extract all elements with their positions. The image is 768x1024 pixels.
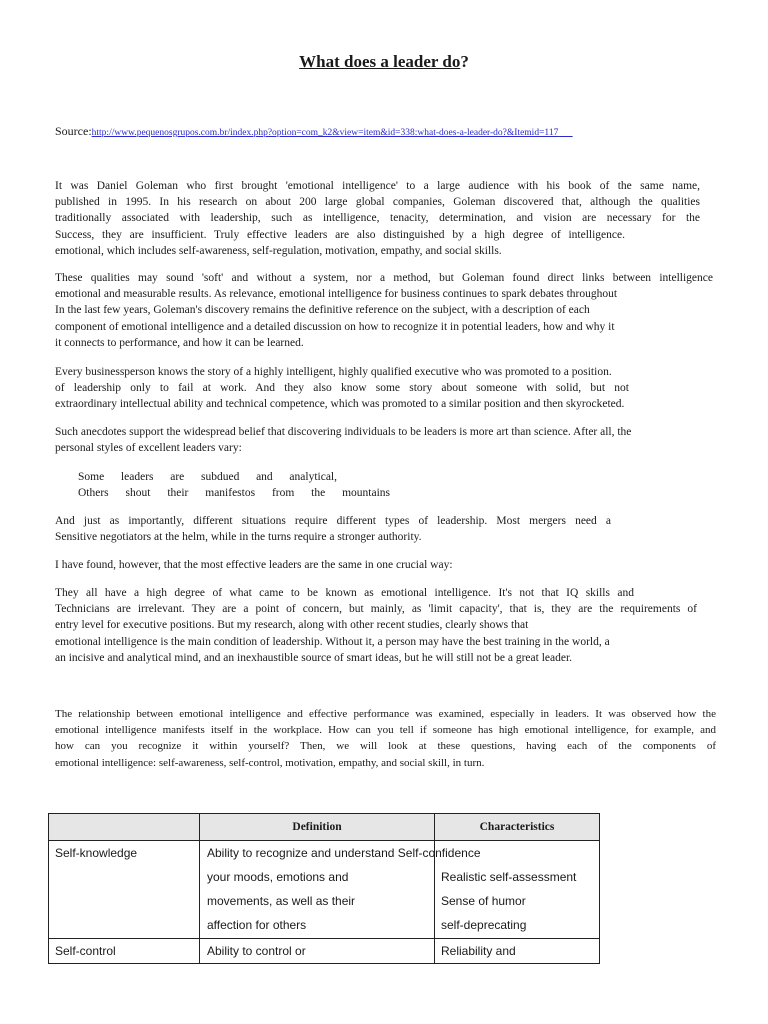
paragraph-line: The relationship between emotional intelligence and effective performance was examined, especially in leaders. It was observed how the [55, 708, 716, 720]
table-header-definition: Definition [200, 814, 435, 841]
paragraph-line: extraordinary intellectual ability and technical competence, which was promoted to a similar position and then skyrocketed. [55, 398, 625, 411]
table-header-empty [49, 814, 200, 841]
characteristics-cell [435, 939, 600, 964]
paragraph-line: Every businessperson knows the story of a highly intelligent, highly qualified executive who was promoted to a position. [55, 366, 612, 378]
definition-cell [200, 939, 435, 964]
paragraph-line: it connects to performance, and how it can be learned. [55, 336, 304, 349]
table-header-row [49, 814, 600, 841]
table-row [49, 841, 600, 939]
paragraph-line: It was Daniel Goleman who first brought 'emotional intelligence' to a large audience with his book of the same name, [55, 180, 700, 192]
paragraph-line: Such anecdotes support the widespread belief that discovering individuals to be leaders is more art than science. After all, the [55, 426, 632, 438]
row-label: Self-knowledge [55, 846, 138, 860]
paragraph-line: Sensitive negotiators at the helm, while in the turns require a stronger authority. [55, 531, 422, 544]
definition-line: your moods, emotions and [207, 870, 349, 884]
characteristics-line: self-deprecating [441, 918, 527, 932]
characteristics-line: Realistic self-assessment [441, 870, 577, 884]
definition-line: Ability to recognize and understand Self-confidence [207, 846, 481, 860]
paragraph-line: In the last few years, Goleman's discovery remains the definitive reference on the subject, with a description of each [55, 304, 590, 317]
paragraph-line: Technicians are irrelevant. They are a point of concern, but mainly, as 'limit capacity', that is, they are the requirements of [55, 603, 697, 616]
list-item: Some leaders are subdued and analytical, [78, 471, 337, 483]
paragraph-7 [55, 585, 700, 666]
emotional-intelligence-table [48, 813, 600, 964]
paragraph-line: component of emotional intelligence and a detailed discussion on how to recognize it in potential leaders, how and why it [55, 320, 615, 333]
source-line [55, 124, 573, 139]
paragraph-5 [55, 513, 700, 545]
definition-cell [200, 841, 481, 939]
paragraph-2 [55, 270, 713, 351]
list-item: Others shout their manifestos from the mountains [78, 487, 390, 500]
paragraph-line: personal styles of excellent leaders vary: [55, 442, 242, 455]
paragraph-line: emotional, which includes self-awareness, self-regulation, motivation, empathy, and social skills. [55, 244, 502, 257]
table-row [49, 939, 600, 964]
paragraph-1 [55, 178, 700, 259]
source-label: Source: [55, 124, 92, 138]
page-title [0, 52, 768, 72]
title-question-mark: ? [460, 52, 469, 71]
table-header-characteristics: Characteristics [435, 814, 600, 841]
source-link-trailing-underline [558, 128, 572, 138]
title-text: What does a leader do [299, 52, 461, 71]
row-label-cell [49, 939, 200, 964]
paragraph-line: published in 1995. In his research on about 200 large global companies, Goleman discovered that, although the qualities [55, 196, 700, 209]
paragraph-line: emotional and measurable results. As relevance, emotional intelligence for business continues to spark debates throughout [55, 288, 618, 301]
paragraph-line: emotional intelligence: self-awareness, self-control, motivation, empathy, and social skill, in turn. [55, 756, 485, 769]
characteristics-line: Reliability and [441, 944, 516, 958]
paragraph-3 [55, 364, 700, 413]
source-link[interactable]: http://www.pequenosgrupos.com.br/index.php?option=com_k2&view=item&id=338:what-does-a-leader-do?&Itemid=117 [91, 128, 559, 138]
definition-line: Ability to control or [207, 944, 306, 958]
paragraph-line: how can you recognize it within yourself? Then, we will look at these questions, having each of the components of [55, 740, 716, 753]
leader-styles-list [78, 469, 398, 501]
characteristics-line: Sense of humor [441, 894, 526, 908]
paragraph-line: an incisive and analytical mind, and an inexhaustible source of smart ideas, but he will still not be a great leader. [55, 651, 573, 664]
paragraph-line: emotional intelligence is the main condition of leadership. Without it, a person may have the best training in the world, a [55, 635, 610, 648]
paragraph-line: I have found, however, that the most effective leaders are the same in one crucial way: [55, 559, 453, 571]
paragraph-line: emotional intelligence manifests itself in the workplace. How can you tell if someone has high emotional intelligence, for example, and [55, 724, 716, 737]
row-label: Self-control [55, 944, 116, 958]
paragraph-line: of leadership only to fail at work. And they also know some story about someone with solid, but not [55, 382, 629, 395]
paragraph-4 [55, 424, 700, 456]
paragraph-6 [55, 557, 700, 573]
row-label-cell [49, 841, 200, 939]
paragraph-line: These qualities may sound 'soft' and without a system, nor a method, but Goleman found direct links between intelligence [55, 272, 713, 284]
paragraph-line: entry level for executive positions. But my research, along with other recent studies, clearly shows that [55, 619, 529, 632]
definition-line: movements, as well as their [207, 894, 356, 908]
paragraph-line: Success, they are insufficient. Truly effective leaders are also distinguished by a high degree of intelligence. [55, 228, 625, 241]
paragraph-line: traditionally associated with leadership, such as intelligence, tenacity, determination, and vision are necessary for the [55, 212, 700, 225]
paragraph-line: And just as importantly, different situations require different types of leadership. Most mergers need a [55, 515, 611, 527]
definition-line: affection for others [207, 918, 307, 932]
paragraph-8 [55, 706, 716, 771]
paragraph-line: They all have a high degree of what came to be known as emotional intelligence. It's not that IQ skills and [55, 587, 634, 599]
